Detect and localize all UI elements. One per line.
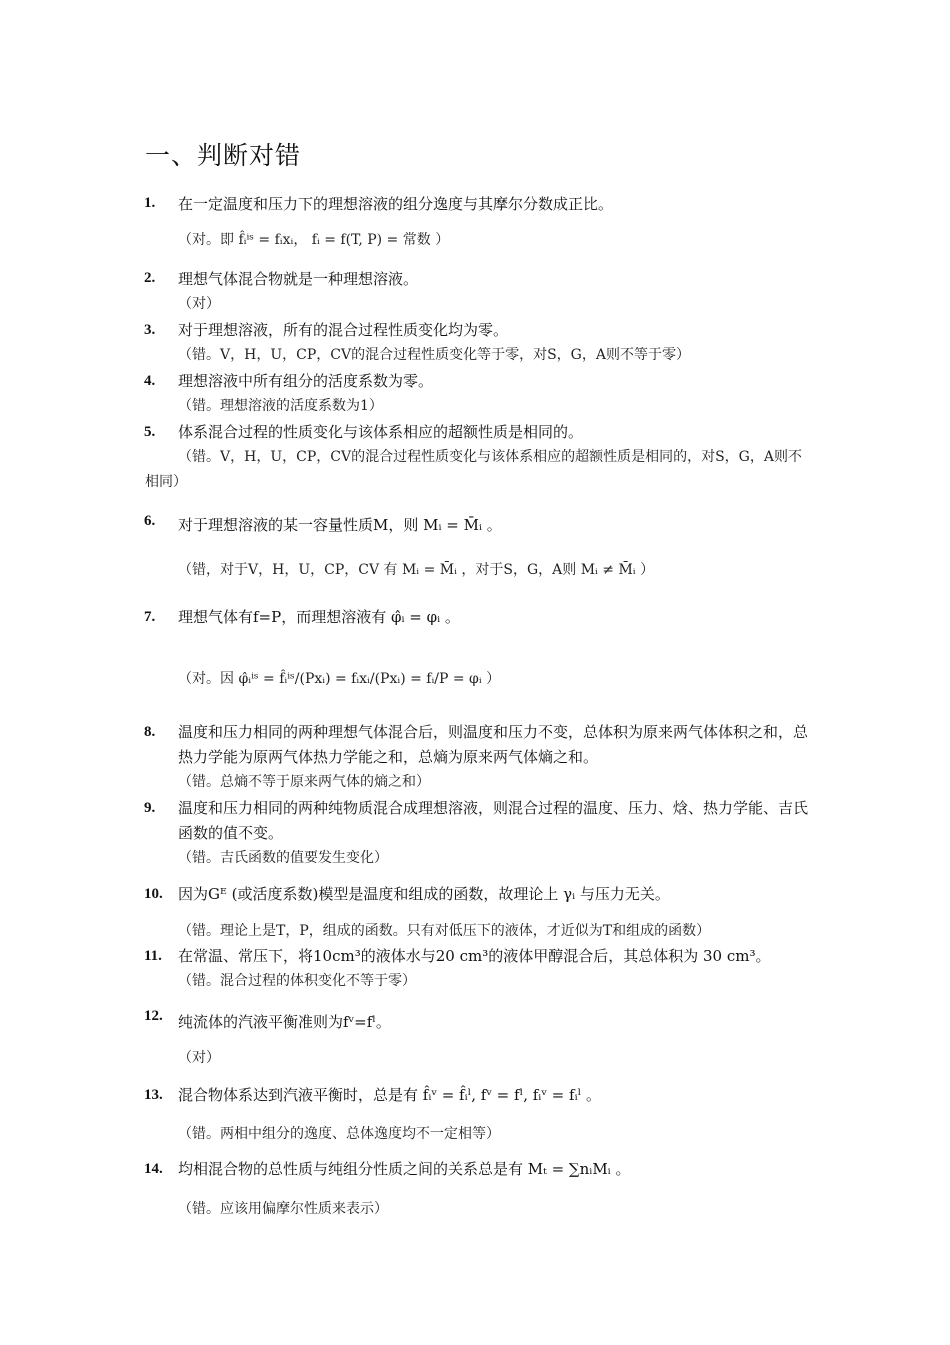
item-question: 温度和压力相同的两种理想气体混合后，则温度和压力不变，总体积为原来两气体体积之和，总热力学能为原两气体热力学能之和，总熵为原来两气体熵之和。 — [178, 723, 809, 766]
item-question: 对于理想溶液，所有的混合过程性质变化均为零。 — [178, 321, 509, 339]
item-question: 纯流体的汽液平衡准则为fᵛ=fˡ。 — [178, 1013, 391, 1031]
item-question: 理想溶液中所有组分的活度系数为零。 — [178, 372, 434, 390]
item-number: 1. — [144, 195, 156, 211]
item-number: 2. — [144, 270, 156, 286]
item-answer: （错。混合过程的体积变化不等于零） — [178, 973, 416, 989]
item-question: 混合物体系达到汽液平衡时，总是有 f̂ᵢᵛ = f̂ᵢˡ, fᵛ = fˡ, fᵢᵛ = fᵢˡ 。 — [178, 1086, 601, 1104]
item-answer: （对。即 f̂ᵢⁱˢ = fᵢxᵢ， fᵢ = f(T, P) = 常数 ） — [178, 232, 450, 248]
item-answer: （错。V，H，U，CP，CV的混合过程性质变化与该体系相应的超额性质是相同的，对S，G，A则不相同） — [145, 449, 802, 490]
item-question: 理想气体混合物就是一种理想溶液。 — [178, 270, 419, 288]
item-answer: （错。吉氏函数的值要发生变化） — [178, 850, 388, 866]
item-answer: （对） — [178, 296, 220, 312]
item-question: 对于理想溶液的某一容量性质M，则 Mᵢ = M̄ᵢ 。 — [178, 516, 502, 534]
item-answer: （对。因 φ̂ᵢⁱˢ = f̂ᵢⁱˢ/(Pxᵢ) = fᵢxᵢ/(Pxᵢ) = fᵢ/P = φᵢ ） — [178, 671, 501, 687]
item-answer: （错。两相中组分的逸度、总体逸度均不一定相等） — [178, 1126, 500, 1142]
item-answer: （错。总熵不等于原来两气体的熵之和） — [178, 774, 430, 790]
item-number: 5. — [144, 424, 156, 440]
section-title: 一、判断对错 — [145, 141, 302, 170]
item-question: 因为Gᴱ (或活度系数)模型是温度和组成的函数，故理论上 γᵢ 与压力无关。 — [178, 885, 670, 903]
item-question: 在常温、常压下，将10cm³的液体水与20 cm³的液体甲醇混合后，其总体积为 30 cm³。 — [178, 947, 771, 965]
item-number: 11. — [144, 948, 162, 964]
item-number: 13. — [144, 1087, 163, 1103]
item-question: 温度和压力相同的两种纯物质混合成理想溶液，则混合过程的温度、压力、焓、热力学能、吉氏函数的值不变。 — [178, 799, 809, 842]
item-answer: （错。V，H，U，CP，CV的混合过程性质变化等于零，对S，G，A则不等于零） — [178, 347, 690, 363]
item-answer: （错。理论上是T，P，组成的函数。只有对低压下的液体，才近似为T和组成的函数） — [178, 923, 711, 939]
item-number: 12. — [144, 1008, 163, 1024]
item-answer: （错。理想溶液的活度系数为1） — [178, 398, 383, 414]
item-question: 在一定温度和压力下的理想溶液的组分逸度与其摩尔分数成正比。 — [178, 195, 614, 213]
item-question: 体系混合过程的性质变化与该体系相应的超额性质是相同的。 — [178, 423, 584, 441]
item-answer: （错。应该用偏摩尔性质来表示） — [178, 1201, 388, 1217]
item-number: 7. — [144, 609, 156, 625]
item-question: 均相混合物的总性质与纯组分性质之间的关系总是有 Mₜ = ∑nᵢMᵢ 。 — [178, 1160, 631, 1178]
item-answer: （错，对于V，H，U，CP，CV 有 Mᵢ = M̄ᵢ ，对于S，G，A则 Mᵢ ≠ M̄ᵢ ） — [178, 562, 655, 578]
item-number: 6. — [144, 513, 156, 529]
item-number: 3. — [144, 322, 156, 338]
item-number: 8. — [144, 724, 156, 740]
item-answer: （对） — [178, 1050, 220, 1066]
item-question: 理想气体有f=P，而理想溶液有 φ̂ᵢ = φᵢ 。 — [178, 608, 460, 626]
item-number: 10. — [144, 886, 163, 902]
item-number: 14. — [144, 1161, 163, 1177]
item-number: 4. — [144, 373, 156, 389]
item-number: 9. — [144, 800, 156, 816]
